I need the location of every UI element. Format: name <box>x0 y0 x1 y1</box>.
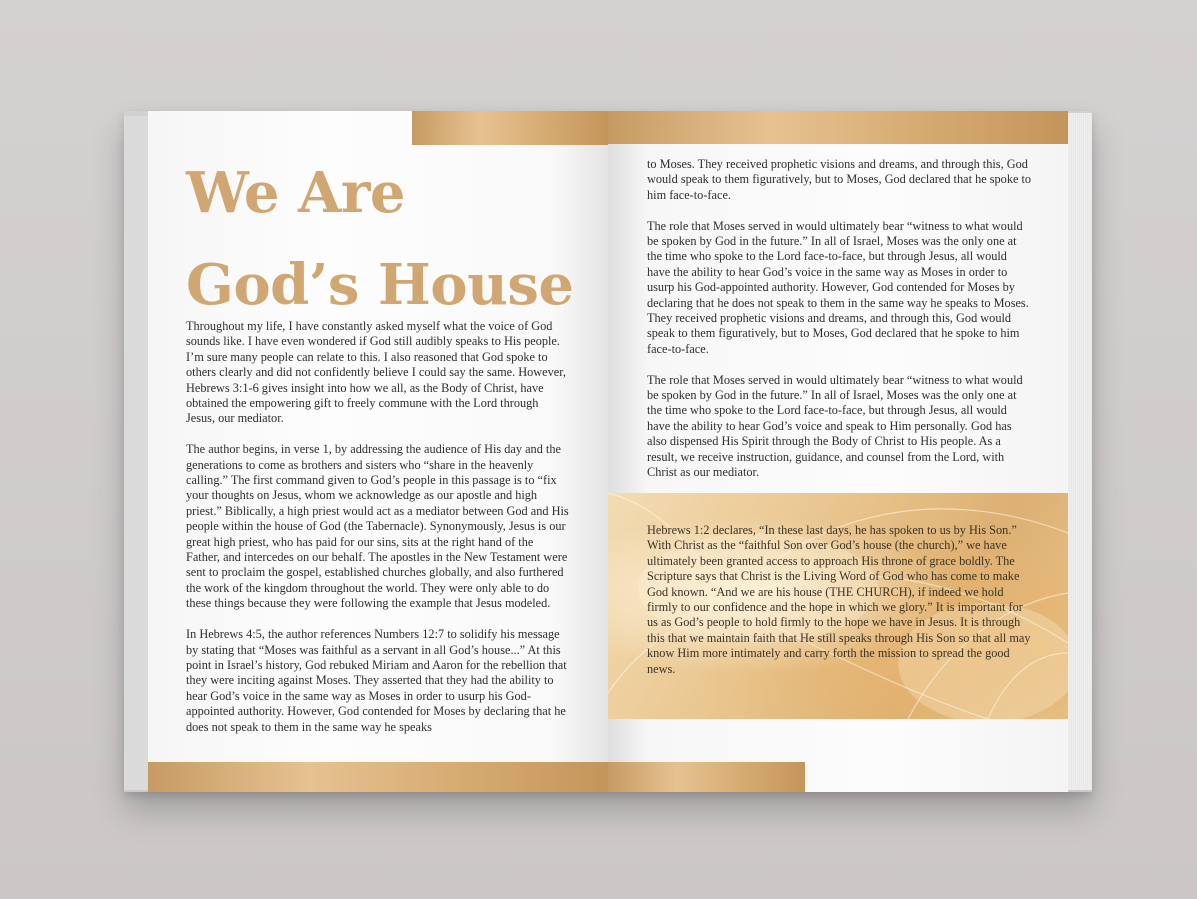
article-title <box>186 147 573 331</box>
right-paragraph-2: The role that Moses served in would ultimately bear “witness to what would be spoken by God in the future.” In all of Israel, Moses was the only one at the time who spoke to the Lord face-to-face, but through Jesus, all would have the ability to hear God’s voice in the same way as Moses in order to usurp his God-appointed authority. However, God contended for Moses by declaring that he does not speak to them in the same way he speaks to Moses. They received prophetic visions and dreams, and through this, God would speak to them figuratively, but to Moses, God declared that he spoke to him face-to-face. <box>647 218 1029 356</box>
right-paragraph-1: to Moses. They received prophetic visions and dreams, and through this, God would speak to them figuratively, but to Moses, God declared that he spoke to him face-to-face. <box>647 157 1032 202</box>
photo-paragraph: Hebrews 1:2 declares, “In these last days, he has spoken to us by His Son.” With Christ as the “faithful Son over God’s house (the church),” we have ultimately been granted access to approach His throne of grace boldly. The Scripture says that Christ is the Living Word of God who has come to make God known. “And we are his house (THE CHURCH), if indeed we hold firmly to our confidence and the hope in which we glory.” It is important for us as God’s people to hold firmly to the hope we have in Jesus. It is through this that we maintain faith that He still speaks through His Son so that all may know Him more intimately and carry forth the mission to spread the good news. <box>647 523 1031 676</box>
left-paragraph-2: The author begins, in verse 1, by addressing the audience of His day and the generations to come as brothers and sisters who “share in the heavenly calling.” The first command given to God’s people in this passage is to “fix your thoughts on Jesus, whom we acknowledge as our apostle and high priest.” Biblically, a high priest would act as a mediator between God and His people within the house of God (the Tabernacle). Synonymously, Jesus is our great high priest, who has paid for our sins, sits at the right hand of the Father, and intercedes on our behalf. The apostles in the New Testament were sent to proclaim the gospel, established churches globally, and also furthered the work of the kingdom throughout the world. They were only able to do these things because they were following the example that Jesus modeled. <box>186 442 569 611</box>
top-gold-bar-right <box>608 111 1068 144</box>
right-page-edges <box>1068 113 1092 790</box>
left-page <box>148 111 608 792</box>
left-body-text <box>186 319 570 750</box>
flower-photo-block <box>608 493 1068 719</box>
right-body-text <box>647 157 1033 496</box>
left-page-edges <box>124 116 150 790</box>
title-line-1: We Are <box>186 160 406 226</box>
right-paragraph-3: The role that Moses served in would ultimately bear “witness to what would be spoken by God in the future.” In all of Israel, Moses was the only one at the time who spoke to the Lord face-to-face, but through Jesus, all would have the ability to hear God’s voice and speak to Him personally. God has also dispensed His Spirit through the Body of Christ to His people. As a result, we receive instruction, guidance, and counsel from the Lord, with Christ as our mediator. <box>647 372 1023 480</box>
right-page <box>608 111 1068 792</box>
left-paragraph-3: In Hebrews 4:5, the author references Numbers 12:7 to solidify his message by stating that “Moses was faithful as a servant in all God’s house...” At this point in Israel’s history, God rebuked Miriam and Aaron for the rebellion that they were inciting against Moses. They asserted that they had the ability to hear God’s voice in the same way as Moses in order to usurp his God-appointed authority. However, God contended for Moses by declaring that he does not speak to them in the same way he speaks <box>186 627 567 734</box>
left-paragraph-1: Throughout my life, I have constantly asked myself what the voice of God sounds like. I have even wondered if God still audibly speaks to His people. I’m sure many people can relate to this. I also reasoned that God spoke to others clearly and did not confidently believe I could say the same. However, Hebrews 3:1-6 gives insight into how we all, as the Body of Christ, have obtained the empowering gift to freely commune with the Lord through Jesus, our mediator. <box>186 319 566 426</box>
bottom-gold-bar-right <box>608 762 805 792</box>
title-line-2: God’s House <box>186 252 574 318</box>
bottom-gold-bar-left <box>148 762 608 792</box>
top-gold-bar-left <box>412 111 608 145</box>
